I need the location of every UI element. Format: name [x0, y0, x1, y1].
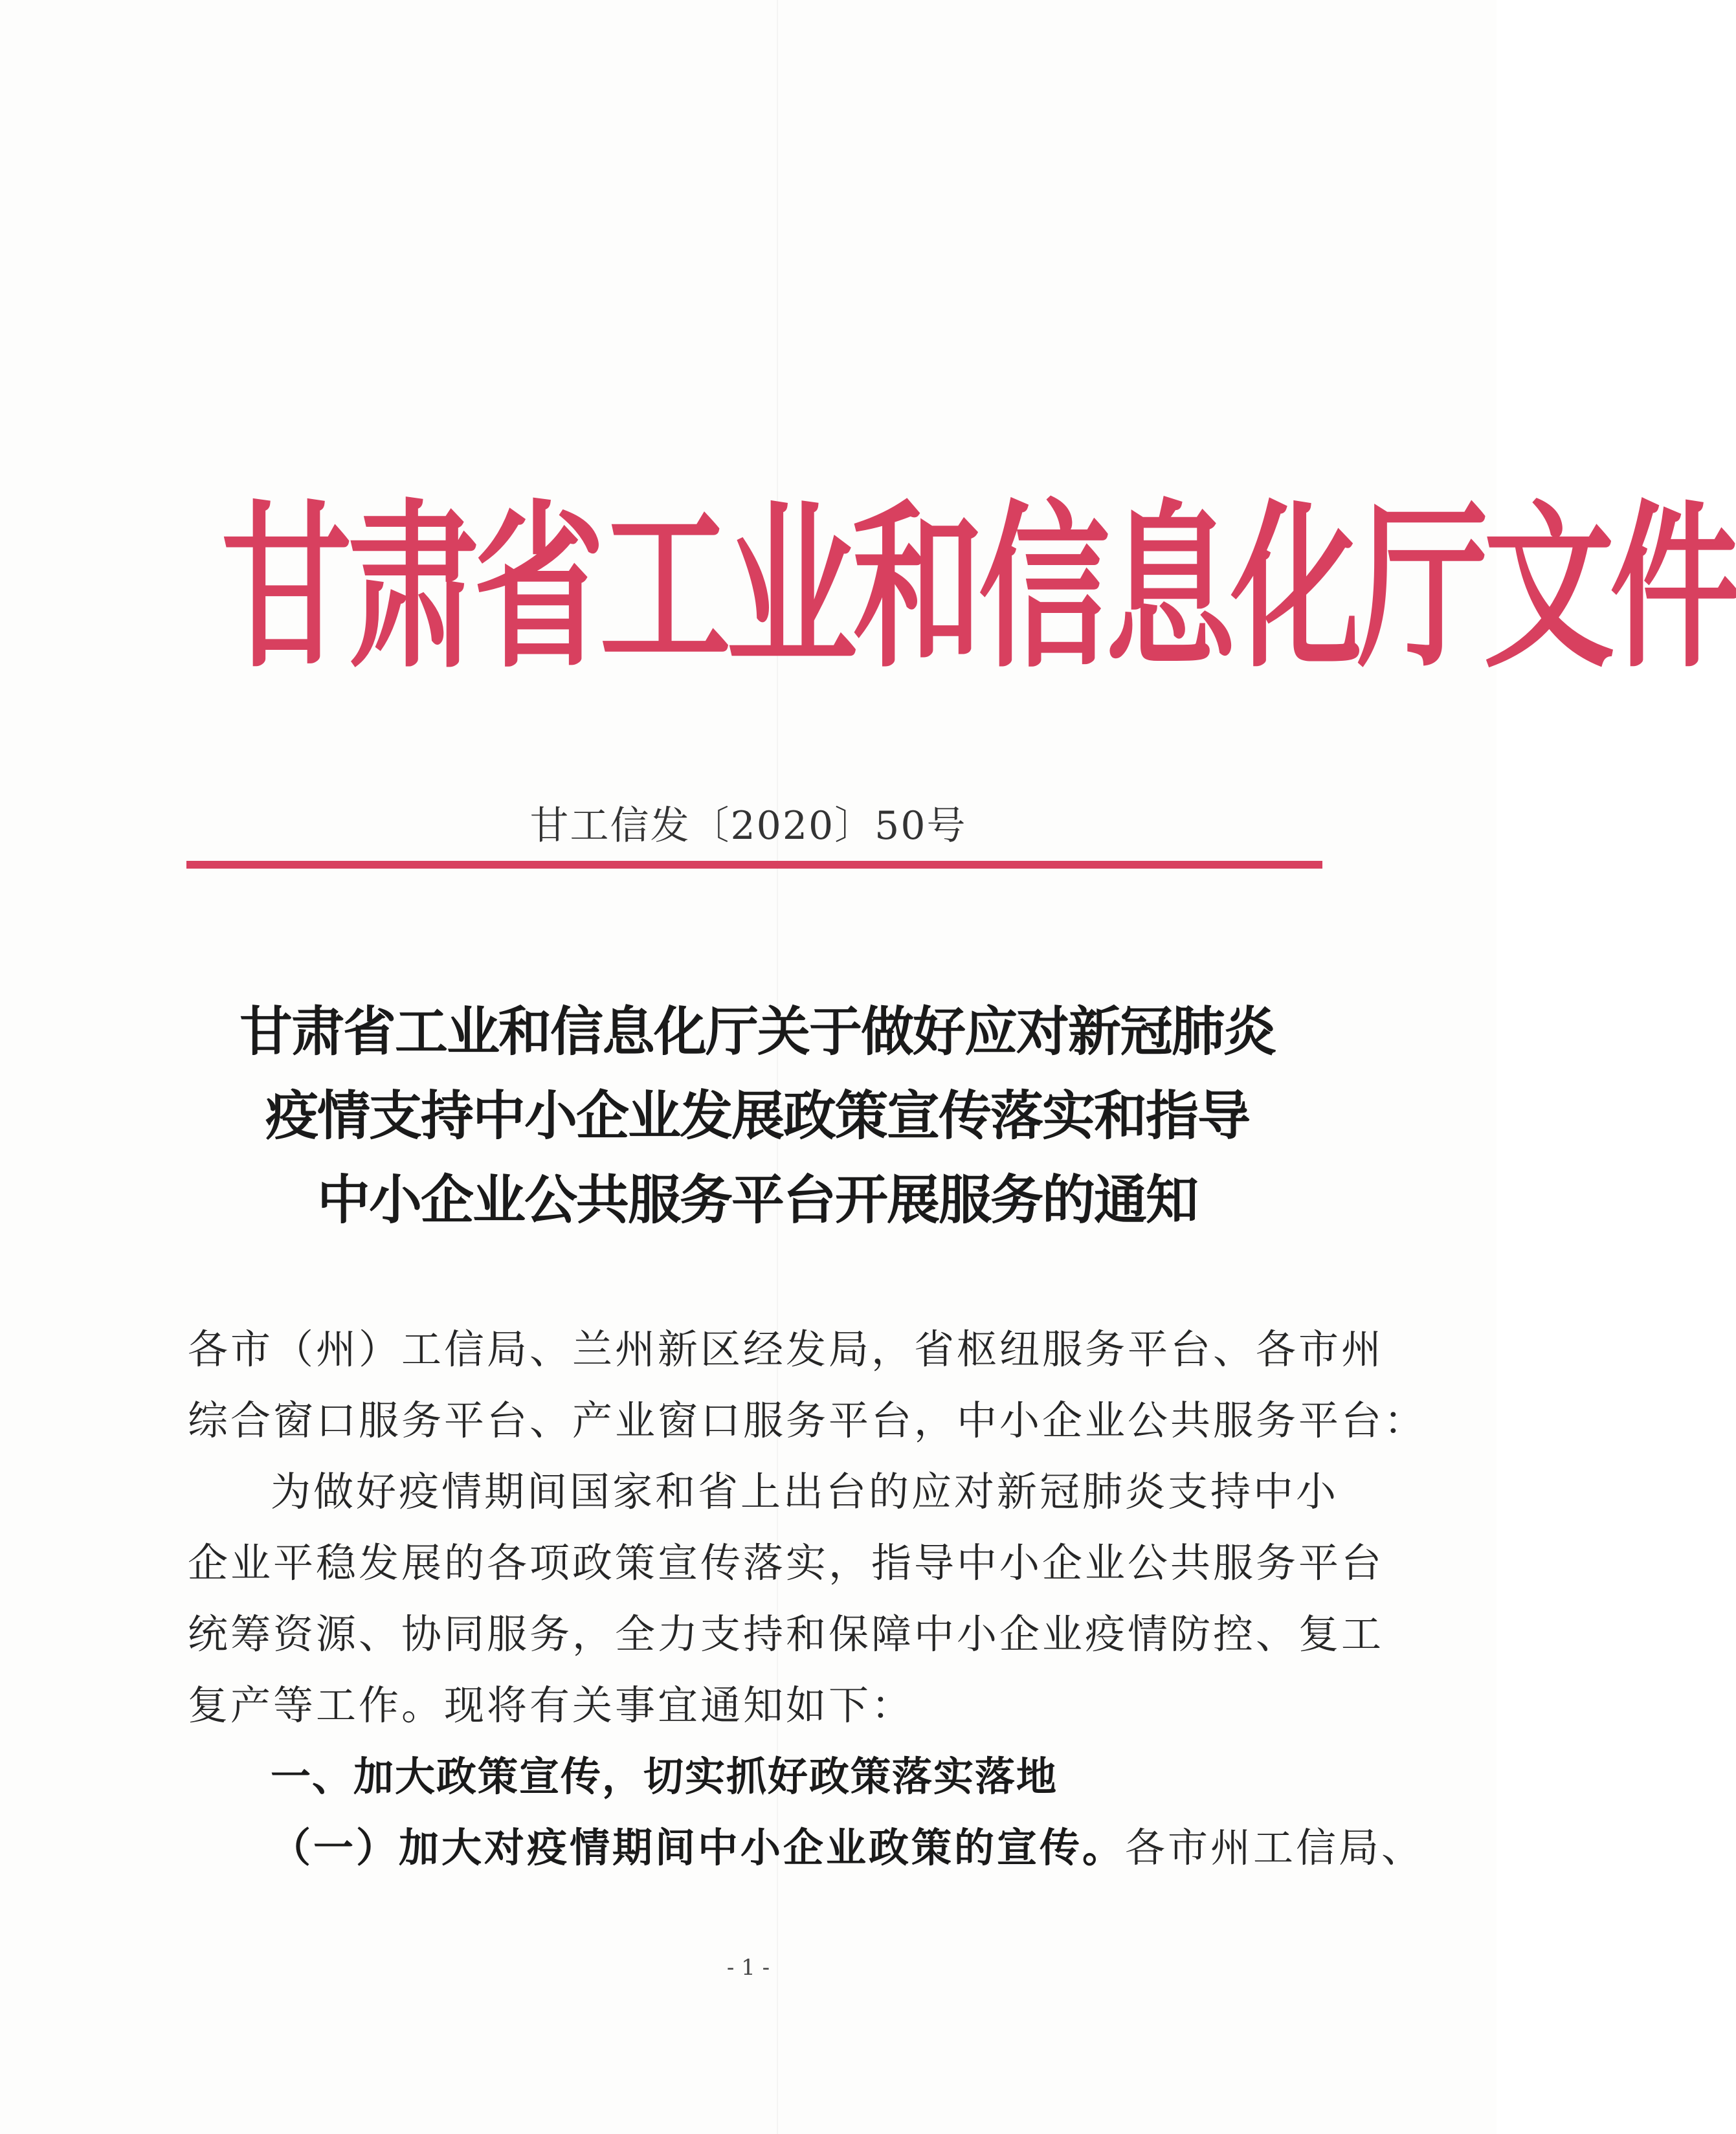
- item-lead: （一）加大对疫情期间中小企业政策的宣传。: [271, 1824, 1126, 1871]
- intro-line: 复产等工作。现将有关事宜通知如下：: [188, 1682, 915, 1729]
- notice-body: [188, 1314, 1427, 1884]
- notice-title-line: 疫情支持中小企业发展政策宣传落实和指导: [265, 1085, 1249, 1147]
- item-text: 各市州工信局、: [1125, 1824, 1425, 1871]
- section-heading: 一、加大政策宣传，切实抓好政策落实落地: [271, 1753, 1058, 1800]
- item-paragraph: [188, 1812, 1425, 1884]
- notice-title-line: 中小企业公共服务平台开展服务的通知: [317, 1170, 1197, 1231]
- page-number: - 1 -: [726, 1955, 770, 1981]
- addressee-line: 综合窗口服务平台、产业窗口服务平台，中小企业公共服务平台：: [188, 1397, 1427, 1444]
- document-number: 甘工信发〔2020〕50号: [529, 803, 967, 849]
- notice-title-line: 甘肃省工业和信息化厅关于做好应对新冠肺炎: [239, 1001, 1275, 1063]
- red-separator-line: [186, 861, 1322, 869]
- intro-line: 统筹资源、协同服务，全力支持和保障中小企业疫情防控、复工: [188, 1610, 1385, 1658]
- intro-line: 企业平稳发展的各项政策宣传落实，指导中小企业公共服务平台: [188, 1539, 1385, 1586]
- notice-title: [188, 990, 1327, 1243]
- addressee-line: 各市（州）工信局、兰州新区经发局，省枢纽服务平台、各市州: [188, 1326, 1385, 1373]
- issuer-header-title: 甘肃省工业和信息化厅文件: [221, 482, 1736, 692]
- intro-line: 为做好疫情期间国家和省上出台的应对新冠肺炎支持中小: [271, 1468, 1339, 1515]
